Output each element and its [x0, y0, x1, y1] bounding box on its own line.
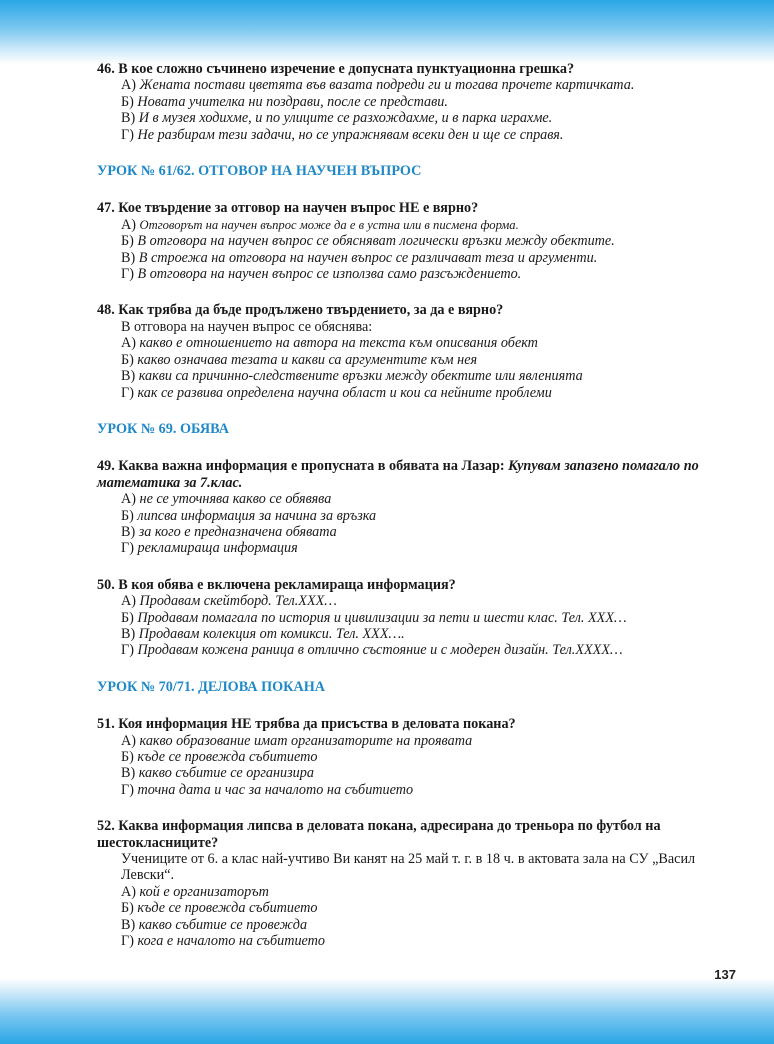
answer-option — [97, 77, 719, 93]
option-letter: Г) — [121, 266, 134, 283]
section-heading: УРОК № 69. ОБЯВА — [97, 420, 229, 437]
option-text: Отговорът на научен въпрос може да е в устна или в писмена форма. — [139, 217, 519, 232]
option-text: Продавам колекция от комикси. Тел. XXX…. — [138, 625, 405, 642]
option-text: къде се провежда събитието — [137, 900, 318, 917]
option-text: Продавам помагала по история и цивилизации за пети и шести клас. Тел. XXX… — [137, 609, 627, 626]
answer-option — [97, 917, 719, 933]
option-letter: В) — [121, 249, 136, 266]
answer-option — [97, 368, 719, 384]
option-letter: Б) — [121, 749, 134, 765]
answer-option — [97, 491, 719, 507]
answer-option — [97, 508, 719, 524]
option-text: какво събитие се провежда — [138, 916, 308, 933]
option-letter: А) — [121, 883, 136, 900]
option-letter: В) — [121, 765, 136, 782]
footer-gradient-band — [0, 978, 774, 1044]
option-letter: А) — [121, 77, 136, 94]
answer-option — [97, 933, 719, 949]
option-letter: В) — [121, 625, 136, 642]
question-title — [97, 200, 719, 216]
option-text: Не разбирам тези задачи, но се упражнявам всеки ден и ще се справя. — [137, 126, 564, 143]
option-text: Продавам скейтборд. Тел.XXX… — [139, 593, 337, 610]
option-text: Жената постави цветята във вазата подреди ги и тогава прочете картичката. — [139, 77, 635, 94]
option-letter: Б) — [121, 900, 134, 917]
option-text: не се уточнява какво се обявява — [139, 491, 332, 508]
option-text: И в музея ходихме, и по улиците се разхождахме, и в парка играхме. — [138, 110, 553, 127]
question-title — [97, 302, 719, 318]
page-content — [97, 61, 719, 969]
option-letter: В) — [121, 368, 136, 385]
option-letter: Г) — [121, 126, 134, 143]
option-text: точна дата и час за началото на събитието — [137, 781, 414, 798]
page-number: 137 — [714, 967, 736, 982]
answer-option — [97, 233, 719, 249]
question-block — [97, 61, 719, 143]
option-letter: А) — [121, 732, 136, 749]
answer-option — [97, 749, 719, 765]
question-title-text: 52. Каква информация липсва в деловата покана, адресирана до треньора по футбол на шестокласниците? — [97, 818, 661, 851]
answer-option — [97, 900, 719, 916]
answer-option — [97, 782, 719, 798]
question-title — [97, 61, 719, 77]
question-title-text: 49. Каква важна информация е пропусната в обявата на Лазар: — [97, 458, 509, 475]
option-text: липсва информация за начина за връзка — [137, 507, 377, 524]
option-letter: А) — [121, 335, 136, 352]
option-text: рекламираща информация — [137, 540, 298, 557]
option-text: кой е организаторът — [139, 883, 269, 900]
question-block — [97, 577, 719, 659]
answer-option — [97, 524, 719, 540]
option-letter: Б) — [121, 609, 134, 626]
answer-option — [97, 94, 719, 110]
answer-option — [97, 385, 719, 401]
answer-option — [97, 217, 719, 233]
answer-option — [97, 765, 719, 781]
question-title-text: 47. Кое твърдение за отговор на научен въпрос НЕ е вярно? — [97, 200, 479, 217]
option-letter: А) — [121, 216, 136, 233]
answer-option — [97, 110, 719, 126]
answer-option — [97, 352, 719, 368]
answer-option — [97, 884, 719, 900]
answer-option — [97, 266, 719, 282]
question-title — [97, 716, 719, 732]
header-gradient-band — [0, 0, 774, 64]
question-block — [97, 458, 719, 556]
question-title-text: 50. В коя обява е включена рекламираща информация? — [97, 576, 456, 593]
option-letter: В) — [121, 110, 136, 127]
option-letter: Г) — [121, 384, 134, 401]
option-letter: В) — [121, 916, 136, 933]
answer-option — [97, 733, 719, 749]
option-text: за кого е предназначена обявата — [138, 523, 337, 540]
question-stem: В отговора на научен въпрос се обяснява: — [121, 318, 373, 335]
option-text: Продавам кожена раница в отлично състояние и с модерен дизайн. Тел.XXXX… — [137, 642, 623, 659]
option-letter: А) — [121, 593, 136, 610]
question-block — [97, 818, 719, 949]
question-title — [97, 458, 719, 491]
option-letter: Г) — [121, 781, 134, 798]
section-heading: УРОК № 70/71. ДЕЛОВА ПОКАНА — [97, 678, 325, 695]
question-block — [97, 200, 719, 282]
option-letter: А) — [121, 491, 136, 508]
option-text: какви са причинно-следствените връзки между обектите или явленията — [138, 368, 583, 385]
answer-option — [97, 642, 719, 658]
option-text: В строежа на отговора на научен въпрос се различават теза и аргументи. — [138, 249, 598, 266]
option-text: какво образование имат организаторите на проявата — [139, 732, 473, 749]
question-block — [97, 716, 719, 798]
answer-option — [97, 593, 719, 609]
question-title — [97, 818, 719, 851]
option-text: какво е отношението на автора на текста към описвания обект — [139, 335, 538, 352]
question-stem: Учениците от 6. а клас най-учтиво Ви канят на 25 май т. г. в 18 ч. в актовата зала на СУ „Васил Левски“. — [121, 851, 696, 884]
answer-option — [97, 610, 719, 626]
option-text: В отговора на научен въпрос се обясняват логически връзки между обектите. — [137, 233, 615, 250]
option-text: Новата учителка ни поздрави, после се представи. — [137, 93, 448, 110]
option-letter: В) — [121, 523, 136, 540]
option-letter: Б) — [121, 507, 134, 524]
option-letter: Г) — [121, 540, 134, 557]
question-block — [97, 302, 719, 400]
option-letter: Б) — [121, 93, 134, 110]
option-text: къде се провежда събитието — [137, 749, 318, 765]
question-title-text: 51. Коя информация НЕ трябва да присъства в деловата покана? — [97, 716, 516, 733]
option-letter: Г) — [121, 933, 134, 950]
answer-option — [97, 540, 719, 556]
answer-option — [97, 335, 719, 351]
question-title-text: 46. В кое сложно съчинено изречение е допусната пунктуационна грешка? — [97, 61, 575, 77]
option-letter: Б) — [121, 233, 134, 250]
option-text: как се развива определена научна област и кои са нейните проблеми — [137, 384, 552, 401]
answer-option — [97, 626, 719, 642]
option-text: какво означава тезата и какви са аргументите към нея — [137, 351, 478, 368]
question-title — [97, 577, 719, 593]
answer-option — [97, 250, 719, 266]
question-title-text: 48. Как трябва да бъде продължено твърдението, за да е вярно? — [97, 302, 504, 319]
option-text: кога е началото на събитието — [137, 933, 326, 950]
option-text: В отговора на научен въпрос се използва само разсъждението. — [137, 266, 522, 283]
option-letter: Б) — [121, 351, 134, 368]
section-heading: УРОК № 61/62. ОТГОВОР НА НАУЧЕН ВЪПРОС — [97, 163, 422, 180]
question-title-italic: Купувам запазено помагало по математика за 7.клас. — [97, 458, 699, 491]
option-letter: Г) — [121, 642, 134, 659]
answer-option — [97, 127, 719, 143]
option-text: какво събитие се организира — [138, 765, 314, 782]
